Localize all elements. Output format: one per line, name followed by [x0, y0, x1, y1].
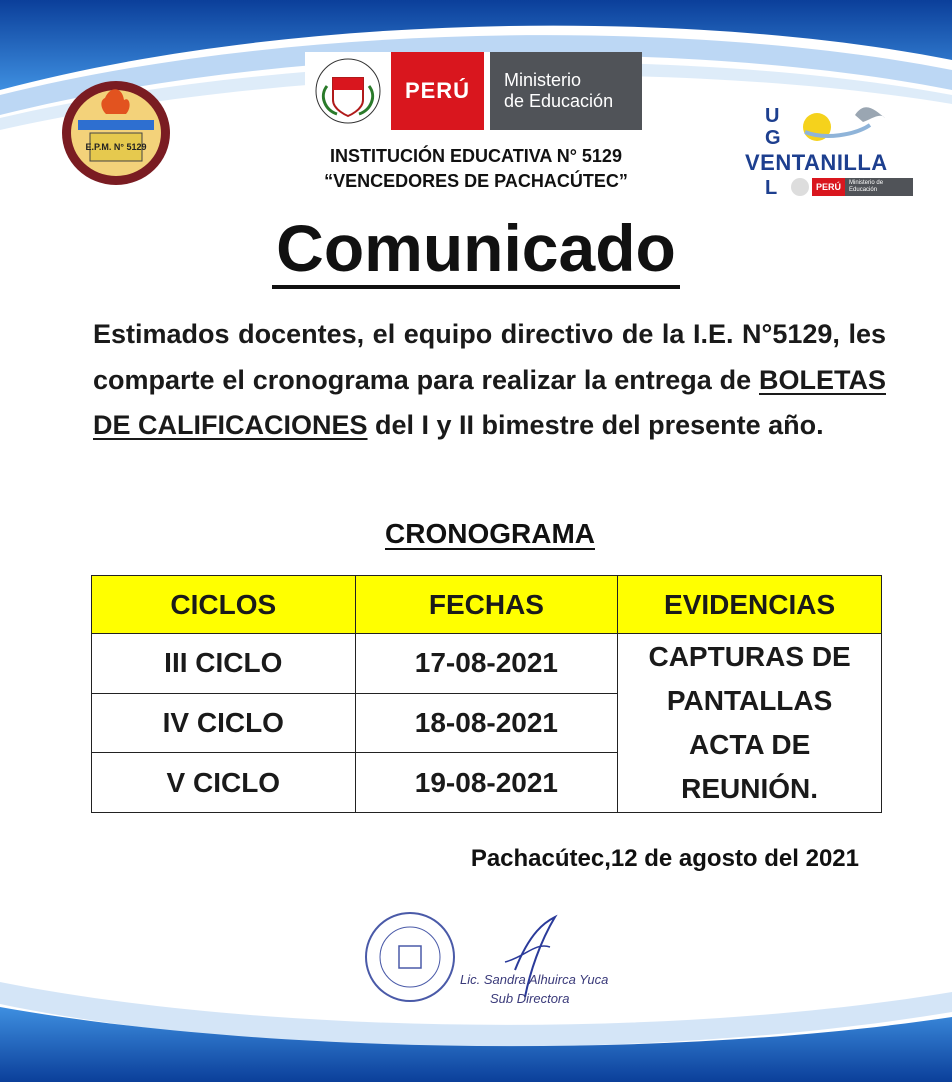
mini-peru: PERÚ: [812, 178, 845, 196]
cell-ciclo: III CICLO: [92, 634, 356, 694]
cell-fecha: 19-08-2021: [355, 753, 618, 813]
signer-name: Lic. Sandra Alhuirca Yuca: [460, 972, 609, 987]
schedule-heading: [0, 518, 952, 550]
school-logo-code: E.P.M. N° 5129: [85, 142, 147, 152]
peru-label: PERÚ: [391, 52, 484, 130]
evidencias-line: REUNIÓN.: [681, 773, 819, 804]
ugel-letter-u: U: [765, 105, 780, 127]
ugel-letter-g: G: [765, 127, 781, 149]
cell-ciclo: V CICLO: [92, 753, 356, 813]
header-evidencias: EVIDENCIAS: [618, 576, 882, 634]
announcement-paragraph: [93, 312, 886, 449]
paragraph-underlined: BOLETAS DE CALIFICACIONES: [93, 364, 886, 440]
evidencias-line: PANTALLAS: [666, 685, 833, 716]
ugel-name: VENTANILLA: [745, 150, 888, 175]
title-text: Comunicado: [272, 211, 680, 289]
paragraph-part2: del I y II bimestre del presente año.: [367, 410, 824, 440]
ministry-line1: Ministerio: [504, 70, 582, 90]
coat-of-arms-icon: [305, 52, 391, 130]
institution-motto: “VENCEDORES DE PACHACÚTEC”: [324, 171, 628, 191]
ugel-letter-l: L: [765, 177, 778, 199]
page-title: [0, 208, 952, 288]
mini-seal-icon: [791, 178, 809, 196]
ministry-line2: de Educación: [504, 91, 614, 111]
ugel-ministry-badge: [791, 178, 913, 196]
ministry-header: [305, 52, 648, 130]
table-row: [92, 634, 882, 694]
header-fechas: FECHAS: [355, 576, 618, 634]
evidencias-line: ACTA DE: [688, 729, 811, 760]
header-ciclos: CICLOS: [92, 576, 356, 634]
cell-ciclo: IV CICLO: [92, 693, 356, 753]
cell-evidencias: [618, 634, 882, 813]
institution-name: INSTITUCIÓN EDUCATIVA N° 5129: [330, 146, 622, 166]
table-header-row: [92, 576, 882, 634]
ministry-label: [484, 52, 642, 130]
place-date: Pachacútec,12 de agosto del 2021: [470, 845, 859, 872]
paragraph-part1: Estimados docentes, el equipo directivo de la I.E. N°5129, les comparte el cronograma para realizar la entrega de: [93, 319, 886, 395]
schedule-table: [91, 575, 882, 813]
mini-ministry: Ministerio de Educación: [845, 178, 913, 196]
signer-role: Sub Directora: [490, 991, 570, 1006]
evidencias-line: CAPTURAS DE: [648, 641, 851, 672]
cell-fecha: 18-08-2021: [355, 693, 618, 753]
schedule-heading-text: CRONOGRAMA: [385, 518, 595, 549]
signature-stamp: [355, 902, 635, 1012]
ugel-logo: [745, 100, 920, 200]
cell-fecha: 17-08-2021: [355, 634, 618, 694]
